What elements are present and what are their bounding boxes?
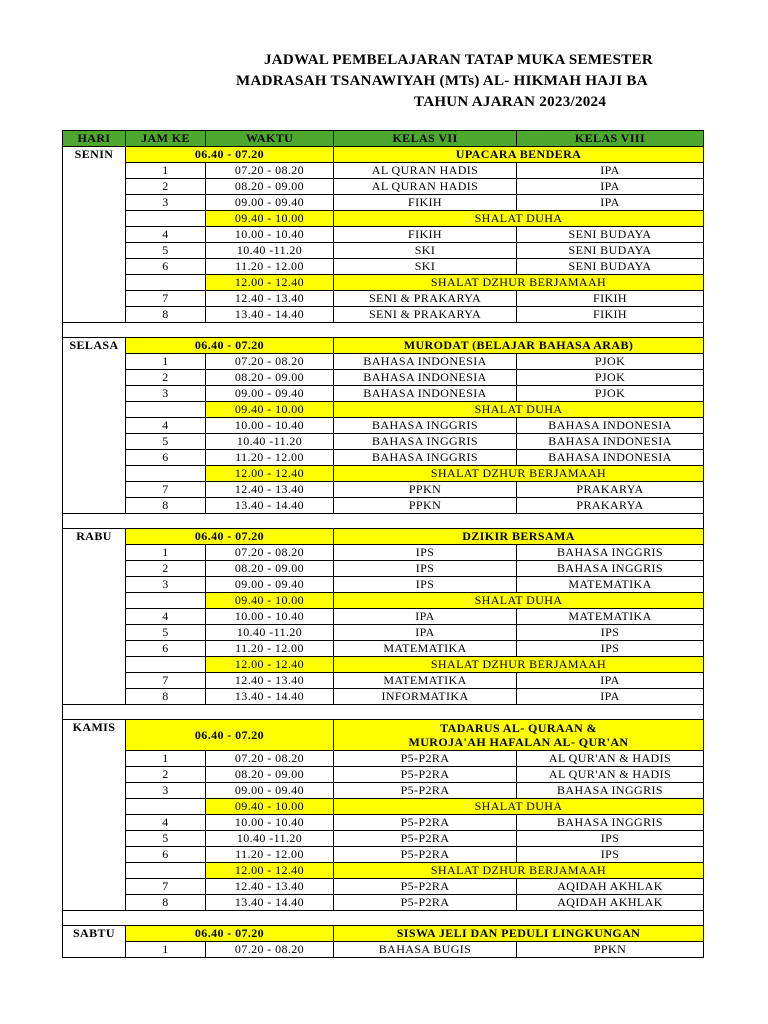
jam-ke-empty [126,657,206,673]
day-cell-empty [63,450,126,466]
day-cell-empty [63,307,126,323]
col-header-kelas-vii: KELAS VII [334,131,517,147]
day-cell-empty [63,211,126,227]
kelas-viii-subject: MATEMATIKA [517,609,704,625]
kelas-viii-subject: SENI BUDAYA [517,227,704,243]
jam-ke: 2 [126,561,206,577]
waktu: 11.20 - 12.00 [206,847,334,863]
waktu: 09.00 - 09.40 [206,577,334,593]
jam-ke: 6 [126,259,206,275]
opening-time: 06.40 - 07.20 [126,147,334,163]
col-header-hari: HARI [63,131,126,147]
day-cell-empty [63,863,126,879]
opening-time: 06.40 - 07.20 [126,338,334,354]
waktu: 10.40 -11.20 [206,831,334,847]
break-activity: SHALAT DZHUR BERJAMAAH [334,863,704,879]
day-cell-empty [63,370,126,386]
lesson-row [63,259,704,275]
break-time: 12.00 - 12.40 [206,466,334,482]
kelas-viii-subject: AL QUR'AN & HADIS [517,751,704,767]
day-cell-empty [63,179,126,195]
kelas-viii-subject: FIKIH [517,291,704,307]
waktu: 13.40 - 14.40 [206,895,334,911]
day-cell-empty [63,815,126,831]
col-header-waktu: WAKTU [206,131,334,147]
kelas-viii-subject: BAHASA INGGRIS [517,783,704,799]
jam-ke: 1 [126,354,206,370]
day-cell-empty [63,418,126,434]
day-cell-empty [63,641,126,657]
kelas-viii-subject: BAHASA INDONESIA [517,450,704,466]
school-name: MADRASAH TSANAWIYAH (MTs) AL- HIKMAH HAJI BA [236,73,648,89]
opening-row [63,147,704,163]
kelas-vii-subject: MATEMATIKA [334,641,517,657]
day-cell-empty [63,879,126,895]
kelas-viii-subject: PRAKARYA [517,498,704,514]
lesson-row [63,625,704,641]
break-time: 09.40 - 10.00 [206,593,334,609]
kelas-vii-subject: INFORMATIKA [334,689,517,705]
jam-ke: 7 [126,673,206,689]
kelas-vii-subject: FIKIH [334,227,517,243]
day-cell-empty [63,227,126,243]
jam-ke: 2 [126,370,206,386]
waktu: 10.40 -11.20 [206,434,334,450]
break-time: 12.00 - 12.40 [206,863,334,879]
kelas-viii-subject: MATEMATIKA [517,577,704,593]
day-separator-row [63,323,704,338]
day-cell-empty [63,831,126,847]
lesson-row [63,163,704,179]
kelas-viii-subject: PJOK [517,386,704,402]
lesson-row [63,227,704,243]
day-cell-empty [63,609,126,625]
day-cell-empty [63,799,126,815]
lesson-row [63,498,704,514]
col-header-kelas-viii: KELAS VIII [517,131,704,147]
jam-ke: 4 [126,418,206,434]
break-row [63,466,704,482]
kelas-vii-subject: P5-P2RA [334,895,517,911]
jam-ke: 6 [126,641,206,657]
kelas-viii-subject: BAHASA INDONESIA [517,434,704,450]
break-time: 09.40 - 10.00 [206,211,334,227]
jam-ke: 2 [126,767,206,783]
day-cell-empty [63,625,126,641]
kelas-vii-subject: BAHASA INDONESIA [334,354,517,370]
lesson-row [63,783,704,799]
day-cell-empty [63,545,126,561]
waktu: 08.20 - 09.00 [206,561,334,577]
day-separator-row [63,911,704,926]
lesson-row [63,641,704,657]
break-row [63,402,704,418]
lesson-row [63,751,704,767]
kelas-vii-subject: P5-P2RA [334,847,517,863]
kelas-vii-subject: P5-P2RA [334,751,517,767]
waktu: 08.20 - 09.00 [206,179,334,195]
opening-row [63,529,704,545]
waktu: 13.40 - 14.40 [206,307,334,323]
break-row [63,275,704,291]
break-time: 09.40 - 10.00 [206,799,334,815]
lesson-row [63,307,704,323]
waktu: 07.20 - 08.20 [206,163,334,179]
kelas-vii-subject: P5-P2RA [334,783,517,799]
lesson-row [63,482,704,498]
waktu: 10.40 -11.20 [206,625,334,641]
kelas-vii-subject: BAHASA INDONESIA [334,370,517,386]
day-cell-empty [63,163,126,179]
waktu: 09.00 - 09.40 [206,783,334,799]
kelas-vii-subject: IPA [334,625,517,641]
kelas-viii-subject: IPA [517,195,704,211]
kelas-vii-subject: IPS [334,545,517,561]
kelas-viii-subject: IPS [517,847,704,863]
kelas-viii-subject: FIKIH [517,307,704,323]
opening-activity: MURODAT (BELAJAR BAHASA ARAB) [334,338,704,354]
opening-activity [334,720,704,751]
opening-row [63,720,704,751]
lesson-row [63,195,704,211]
lesson-row [63,434,704,450]
opening-activity: SISWA JELI DAN PEDULI LINGKUNGAN [334,926,704,942]
waktu: 12.40 - 13.40 [206,879,334,895]
kelas-vii-subject: P5-P2RA [334,831,517,847]
day-name: SABTU [63,926,126,942]
kelas-vii-subject: P5-P2RA [334,815,517,831]
day-cell-empty [63,354,126,370]
kelas-viii-subject: AQIDAH AKHLAK [517,895,704,911]
jam-ke: 6 [126,847,206,863]
jam-ke: 4 [126,227,206,243]
kelas-vii-subject: FIKIH [334,195,517,211]
title-line-2 [0,71,768,92]
waktu: 08.20 - 09.00 [206,767,334,783]
kelas-vii-subject: SKI [334,243,517,259]
lesson-row [63,450,704,466]
break-activity: SHALAT DUHA [334,211,704,227]
lesson-row [63,291,704,307]
kelas-vii-subject: PPKN [334,482,517,498]
jam-ke-empty [126,275,206,291]
kelas-viii-subject: IPS [517,625,704,641]
break-activity: SHALAT DUHA [334,799,704,815]
kelas-vii-subject: AL QURAN HADIS [334,179,517,195]
schedule-sheet [62,130,704,958]
kelas-vii-subject: P5-P2RA [334,879,517,895]
day-cell-empty [63,498,126,514]
table-header-row [63,131,704,147]
break-row [63,799,704,815]
kelas-vii-subject: PPKN [334,498,517,514]
kelas-viii-subject: IPS [517,831,704,847]
jam-ke: 8 [126,307,206,323]
kelas-vii-subject: AL QURAN HADIS [334,163,517,179]
break-time: 12.00 - 12.40 [206,275,334,291]
lesson-row [63,370,704,386]
waktu: 10.00 - 10.40 [206,227,334,243]
waktu: 11.20 - 12.00 [206,641,334,657]
lesson-row [63,354,704,370]
title-line-1 [0,50,768,71]
jam-ke: 6 [126,450,206,466]
jam-ke: 2 [126,179,206,195]
day-cell-empty [63,291,126,307]
jam-ke: 5 [126,625,206,641]
waktu: 12.40 - 13.40 [206,673,334,689]
day-cell-empty [63,434,126,450]
jam-ke: 1 [126,942,206,958]
waktu: 13.40 - 14.40 [206,689,334,705]
day-cell-empty [63,689,126,705]
day-cell-empty [63,259,126,275]
kelas-viii-subject: IPA [517,163,704,179]
waktu: 13.40 - 14.40 [206,498,334,514]
break-time: 09.40 - 10.00 [206,402,334,418]
lesson-row [63,577,704,593]
jam-ke-empty [126,863,206,879]
kelas-viii-subject: BAHASA INGGRIS [517,561,704,577]
day-cell-empty [63,577,126,593]
waktu: 10.40 -11.20 [206,243,334,259]
day-cell-empty [63,402,126,418]
schedule-title: JADWAL PEMBELAJARAN TATAP MUKA SEMESTER [264,52,653,68]
schedule-body [63,147,704,958]
day-name: SELASA [63,338,126,354]
academic-year: TAHUN AJARAN 2023/2024 [414,94,607,110]
separator-cell [63,323,704,338]
lesson-row [63,179,704,195]
kelas-viii-subject: BAHASA INGGRIS [517,815,704,831]
kelas-viii-subject: PJOK [517,370,704,386]
lesson-row [63,942,704,958]
day-name: RABU [63,529,126,545]
opening-row [63,926,704,942]
schedule-table [62,130,704,958]
day-cell-empty [63,895,126,911]
jam-ke-empty [126,593,206,609]
day-cell-empty [63,243,126,259]
lesson-row [63,767,704,783]
break-activity: SHALAT DZHUR BERJAMAAH [334,275,704,291]
lesson-row [63,545,704,561]
day-cell-empty [63,783,126,799]
jam-ke: 7 [126,291,206,307]
waktu: 07.20 - 08.20 [206,751,334,767]
day-cell-empty [63,657,126,673]
waktu: 11.20 - 12.00 [206,450,334,466]
opening-activity-line2: MUROJA'AH HAFALAN AL- QUR'AN [408,735,629,749]
jam-ke: 8 [126,689,206,705]
lesson-row [63,847,704,863]
col-header-jam-ke: JAM KE [126,131,206,147]
lesson-row [63,418,704,434]
kelas-vii-subject: IPA [334,609,517,625]
waktu: 12.40 - 13.40 [206,482,334,498]
day-cell-empty [63,561,126,577]
lesson-row [63,895,704,911]
day-cell-empty [63,673,126,689]
day-cell-empty [63,847,126,863]
day-separator-row [63,514,704,529]
day-cell-empty [63,482,126,498]
waktu: 09.00 - 09.40 [206,195,334,211]
kelas-viii-subject: PRAKARYA [517,482,704,498]
jam-ke: 1 [126,751,206,767]
kelas-vii-subject: SKI [334,259,517,275]
break-row [63,863,704,879]
jam-ke-empty [126,799,206,815]
lesson-row [63,561,704,577]
day-separator-row [63,705,704,720]
kelas-viii-subject: AL QUR'AN & HADIS [517,767,704,783]
jam-ke: 1 [126,163,206,179]
kelas-vii-subject: MATEMATIKA [334,673,517,689]
opening-activity-line1: TADARUS AL- QURAAN & [440,721,597,735]
day-cell-empty [63,386,126,402]
kelas-viii-subject: IPA [517,689,704,705]
day-cell-empty [63,195,126,211]
kelas-viii-subject: SENI BUDAYA [517,243,704,259]
lesson-row [63,243,704,259]
jam-ke-empty [126,402,206,418]
break-row [63,657,704,673]
kelas-viii-subject: AQIDAH AKHLAK [517,879,704,895]
break-activity: SHALAT DZHUR BERJAMAAH [334,657,704,673]
lesson-row [63,831,704,847]
kelas-vii-subject: BAHASA INGGRIS [334,434,517,450]
jam-ke: 7 [126,879,206,895]
waktu: 07.20 - 08.20 [206,545,334,561]
jam-ke: 4 [126,609,206,625]
jam-ke-empty [126,466,206,482]
waktu: 10.00 - 10.40 [206,609,334,625]
day-cell-empty [63,767,126,783]
kelas-viii-subject: SENI BUDAYA [517,259,704,275]
jam-ke: 7 [126,482,206,498]
kelas-vii-subject: SENI & PRAKARYA [334,307,517,323]
break-activity: SHALAT DUHA [334,402,704,418]
kelas-vii-subject: P5-P2RA [334,767,517,783]
break-activity: SHALAT DZHUR BERJAMAAH [334,466,704,482]
lesson-row [63,879,704,895]
opening-activity: UPACARA BENDERA [334,147,704,163]
lesson-row [63,673,704,689]
break-row [63,593,704,609]
jam-ke: 3 [126,195,206,211]
day-cell-empty [63,751,126,767]
jam-ke: 5 [126,434,206,450]
jam-ke: 1 [126,545,206,561]
day-cell-empty [63,593,126,609]
break-activity: SHALAT DUHA [334,593,704,609]
waktu: 07.20 - 08.20 [206,354,334,370]
kelas-viii-subject: PJOK [517,354,704,370]
kelas-viii-subject: IPA [517,673,704,689]
waktu: 10.00 - 10.40 [206,418,334,434]
jam-ke: 8 [126,498,206,514]
lesson-row [63,609,704,625]
break-row [63,211,704,227]
separator-cell [63,705,704,720]
opening-time: 06.40 - 07.20 [126,926,334,942]
waktu: 10.00 - 10.40 [206,815,334,831]
jam-ke: 3 [126,577,206,593]
kelas-vii-subject: BAHASA INDONESIA [334,386,517,402]
lesson-row [63,386,704,402]
jam-ke: 3 [126,386,206,402]
kelas-vii-subject: BAHASA INGGRIS [334,450,517,466]
kelas-vii-subject: IPS [334,577,517,593]
kelas-viii-subject: BAHASA INDONESIA [517,418,704,434]
waktu: 09.00 - 09.40 [206,386,334,402]
waktu: 12.40 - 13.40 [206,291,334,307]
opening-time: 06.40 - 07.20 [126,529,334,545]
jam-ke-empty [126,211,206,227]
lesson-row [63,689,704,705]
day-name: SENIN [63,147,126,163]
kelas-vii-subject: BAHASA BUGIS [334,942,517,958]
kelas-viii-subject: IPA [517,179,704,195]
opening-activity: DZIKIR BERSAMA [334,529,704,545]
kelas-viii-subject: BAHASA INGGRIS [517,545,704,561]
jam-ke: 8 [126,895,206,911]
day-cell-empty [63,942,126,958]
kelas-viii-subject: IPS [517,641,704,657]
waktu: 11.20 - 12.00 [206,259,334,275]
kelas-vii-subject: SENI & PRAKARYA [334,291,517,307]
jam-ke: 5 [126,831,206,847]
kelas-vii-subject: IPS [334,561,517,577]
kelas-vii-subject: BAHASA INGGRIS [334,418,517,434]
opening-row [63,338,704,354]
jam-ke: 5 [126,243,206,259]
document-header [0,50,768,113]
separator-cell [63,911,704,926]
waktu: 07.20 - 08.20 [206,942,334,958]
day-name: KAMIS [63,720,126,751]
kelas-viii-subject: PPKN [517,942,704,958]
break-time: 12.00 - 12.40 [206,657,334,673]
day-cell-empty [63,275,126,291]
jam-ke: 3 [126,783,206,799]
separator-cell [63,514,704,529]
waktu: 08.20 - 09.00 [206,370,334,386]
day-cell-empty [63,466,126,482]
opening-time: 06.40 - 07.20 [126,720,334,751]
lesson-row [63,815,704,831]
title-line-3 [0,92,768,113]
jam-ke: 4 [126,815,206,831]
